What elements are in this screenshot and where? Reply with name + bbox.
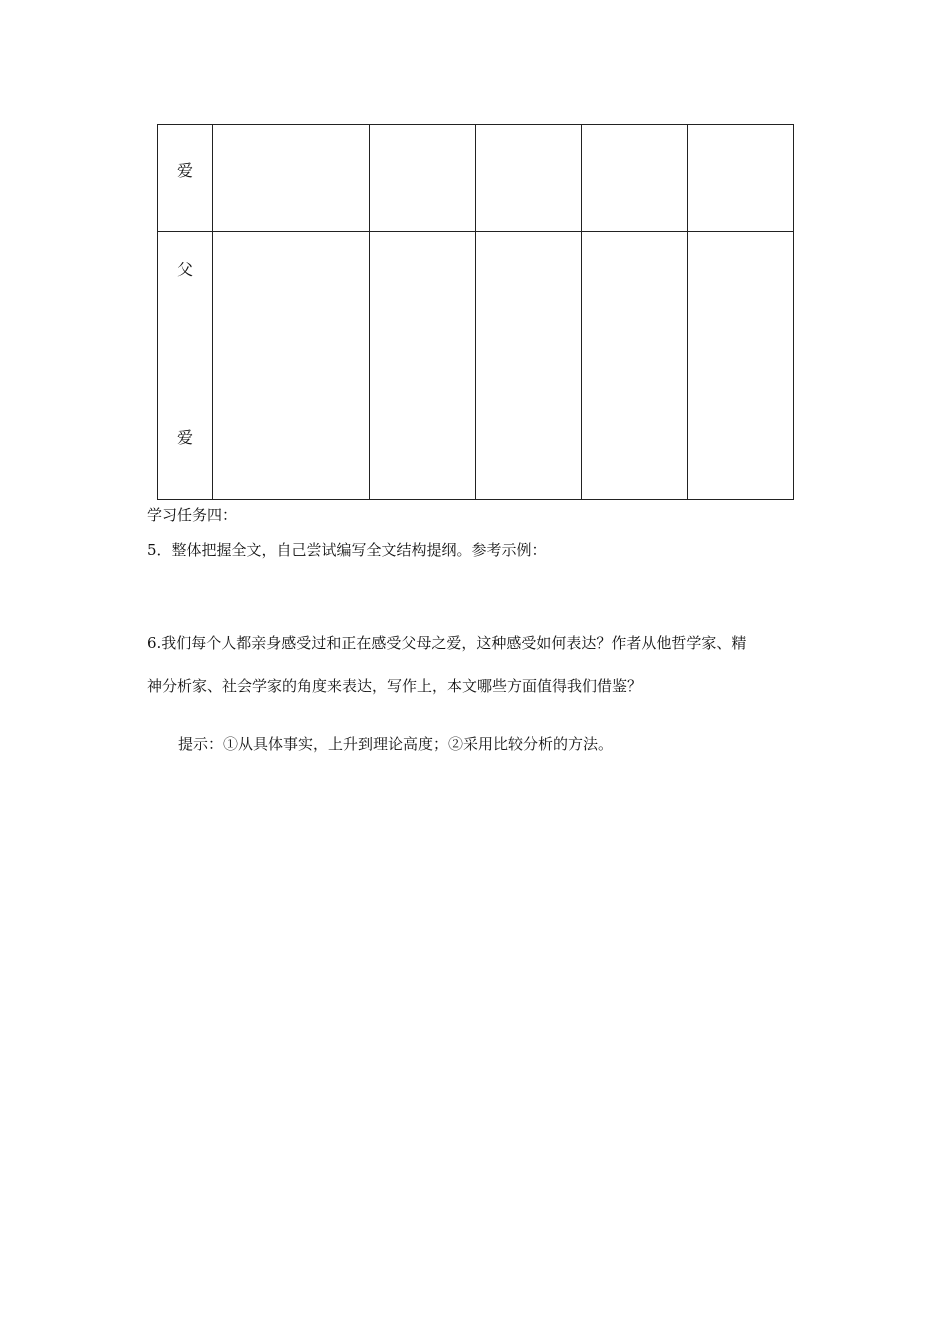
hint-text: 提示：①从具体事实，上升到理论高度；②采用比较分析的方法。 <box>178 735 614 753</box>
table-cell[interactable] <box>476 232 582 500</box>
table-row <box>158 232 794 500</box>
task-heading: 学习任务四： <box>147 506 238 524</box>
row-label-love-bottom: 爱 <box>176 428 193 447</box>
table-cell[interactable] <box>688 125 794 232</box>
table-cell[interactable] <box>582 125 688 232</box>
table-cell[interactable] <box>688 232 794 500</box>
table-cell[interactable] <box>476 125 582 232</box>
answer-table <box>157 124 794 500</box>
table-cell[interactable] <box>213 125 370 232</box>
table-cell[interactable] <box>213 232 370 500</box>
row-label-father: 父 <box>176 260 193 279</box>
question-6-line-1: 6.我们每个人都亲身感受过和正在感受父母之爱，这种感受如何表达？作者从他哲学家、精 <box>147 634 747 652</box>
table-cell[interactable] <box>582 232 688 500</box>
table-cell[interactable] <box>370 125 476 232</box>
row-label-cell <box>158 232 213 500</box>
table-cell[interactable] <box>370 232 476 500</box>
row-label-love: 爱 <box>176 161 193 180</box>
question-5: 5．整体把握全文，自己尝试编写全文结构提纲。参考示例： <box>147 541 547 559</box>
table-row <box>158 125 794 232</box>
row-label-cell <box>158 125 213 232</box>
question-6-line-2: 神分析家、社会学家的角度来表达，写作上，本文哪些方面值得我们借鉴？ <box>147 677 643 695</box>
